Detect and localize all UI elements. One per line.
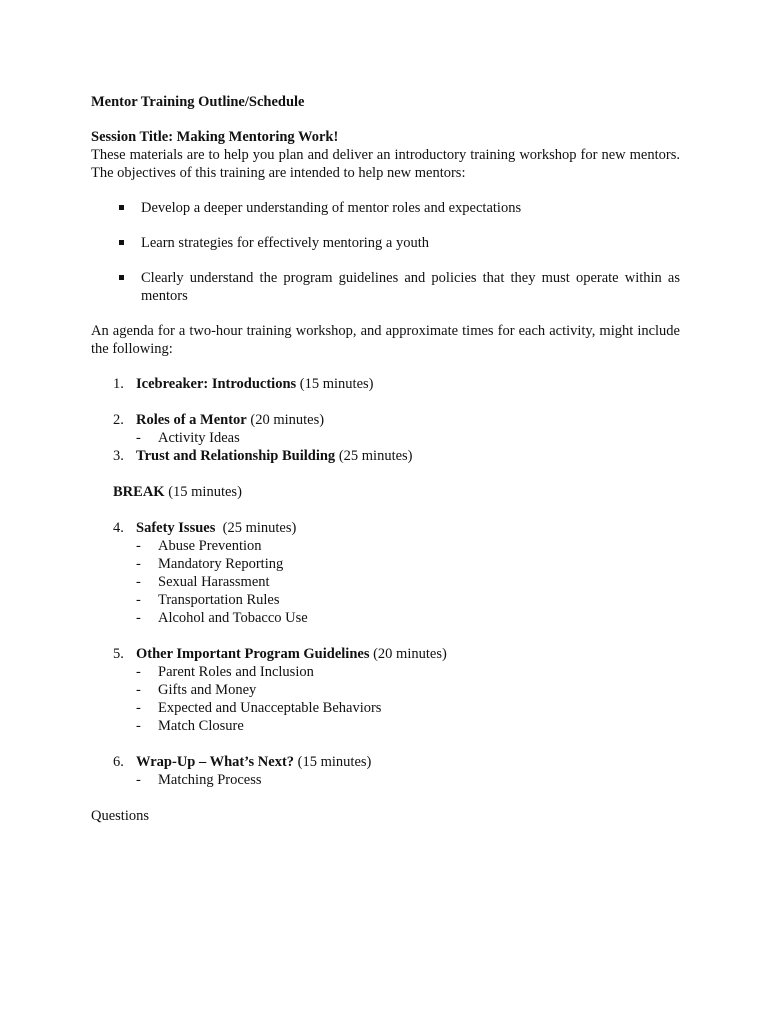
document-page [91, 93, 680, 840]
agenda-item-time: (25 minutes) [215, 520, 297, 536]
agenda-sub-list [136, 537, 680, 627]
session-title: Session Title: Making Mentoring Work! [91, 129, 339, 145]
objective-item: Learn strategies for effectively mentoring a youth [91, 234, 680, 252]
intro-paragraph: These materials are to help you plan and deliver an introductory training workshop for new mentors. The objectives of this training are intended to help new mentors: [91, 147, 680, 181]
agenda-sub-item: - Sexual Harassment [136, 574, 270, 590]
break-time: (15 minutes) [164, 484, 242, 500]
agenda-item [91, 447, 680, 465]
break-label: BREAK [113, 484, 165, 500]
agenda-item-title: Icebreaker: Introductions [136, 376, 297, 392]
agenda-intro-paragraph: An agenda for a two-hour training workshop, and approximate times for each activity, might include the following: [91, 323, 680, 357]
agenda-sub-item: - Abuse Prevention [136, 538, 262, 554]
agenda-item-time: (25 minutes) [335, 448, 413, 464]
agenda-sub-item: - Alcohol and Tobacco Use [136, 610, 308, 626]
agenda-sub-item: - Activity Ideas [136, 430, 240, 446]
objectives-list [91, 199, 680, 305]
agenda-sub-item: - Parent Roles and Inclusion [136, 664, 314, 680]
square-bullet-icon [119, 240, 124, 245]
agenda-item [91, 375, 680, 393]
agenda-sub-list [136, 429, 680, 447]
agenda-sub-list [136, 771, 680, 789]
questions-text: Questions [91, 808, 149, 824]
agenda-sub-item: - Expected and Unacceptable Behaviors [136, 700, 382, 716]
agenda-item [91, 519, 680, 627]
agenda-sub-item: - Gifts and Money [136, 682, 257, 698]
agenda-item-title: Roles of a Mentor [136, 412, 247, 428]
agenda-item-title: Safety Issues [136, 520, 216, 536]
agenda-item [91, 753, 680, 789]
agenda-item-time: (15 minutes) [294, 754, 372, 770]
break-line [91, 483, 680, 501]
agenda-sub-item: - Transportation Rules [136, 592, 280, 608]
agenda-item-time: (15 minutes) [296, 376, 374, 392]
agenda-sub-item: - Match Closure [136, 718, 244, 734]
agenda-item-title: Trust and Relationship Building [136, 448, 336, 464]
agenda-item-time: (20 minutes) [369, 646, 447, 662]
square-bullet-icon [119, 275, 124, 280]
agenda-item-title: Wrap-Up – What’s Next? [136, 754, 295, 770]
agenda-sub-item: - Matching Process [136, 772, 262, 788]
agenda-sub-item: - Mandatory Reporting [136, 556, 284, 572]
agenda-item-number: 4. [113, 520, 124, 536]
agenda-item [91, 411, 680, 447]
agenda-list [91, 375, 680, 789]
agenda-item-number: 1. [113, 376, 124, 392]
agenda-sub-list [136, 663, 680, 735]
objective-item: Clearly understand the program guidelines and policies that they must operate within as mentors [91, 269, 680, 305]
agenda-item-number: 3. [113, 448, 124, 464]
agenda-item-number: 6. [113, 754, 124, 770]
agenda-item [91, 645, 680, 735]
objective-item: Develop a deeper understanding of mentor roles and expectations [91, 199, 680, 217]
agenda-item-time: (20 minutes) [246, 412, 325, 428]
agenda-item-title: Other Important Program Guidelines [136, 646, 370, 662]
document-heading: Mentor Training Outline/Schedule [91, 94, 305, 110]
square-bullet-icon [119, 205, 124, 210]
agenda-item-number: 5. [113, 646, 124, 662]
agenda-item-number: 2. [113, 412, 124, 428]
